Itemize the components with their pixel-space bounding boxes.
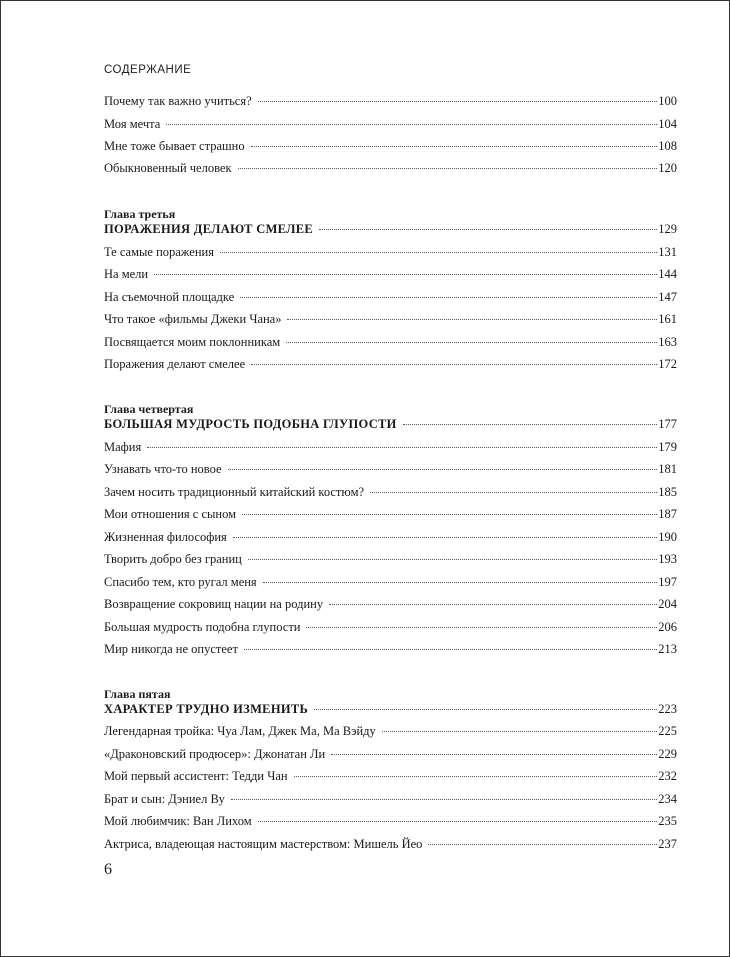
toc-entry-page: 177 — [658, 417, 677, 431]
toc-entry-page: 144 — [658, 267, 677, 281]
toc-entry-title: Мафия — [104, 440, 142, 454]
dot-leader — [166, 124, 657, 125]
dot-leader — [286, 342, 657, 343]
dot-leader — [244, 649, 657, 650]
toc-entry[interactable] — [104, 551, 677, 567]
toc-entry[interactable] — [104, 289, 677, 305]
toc-entry-title: Посвящается моим поклонникам — [104, 335, 281, 349]
toc-entry-page: 172 — [658, 357, 677, 371]
toc-entry-title: Мои отношения с сыном — [104, 507, 237, 521]
toc-entry-title: Обыкновенный человек — [104, 161, 232, 175]
toc-entry-page: 193 — [658, 552, 677, 566]
dot-leader — [314, 709, 657, 710]
toc-entry[interactable] — [104, 356, 677, 372]
dot-leader — [231, 799, 657, 800]
toc-entry-page: 204 — [658, 597, 677, 611]
toc-entry-title: Большая мудрость подобна глупости — [104, 620, 301, 634]
toc-entry-page: 161 — [658, 312, 677, 326]
chapter-heading[interactable] — [104, 221, 677, 237]
dot-leader — [382, 731, 657, 732]
chapter-heading[interactable] — [104, 701, 677, 717]
dot-leader — [251, 364, 657, 365]
toc-entry-title: Жизненная философия — [104, 530, 227, 544]
toc-entry-title: Легендарная тройка: Чуа Лам, Джек Ма, Ма Вэйду — [104, 724, 376, 738]
dot-leader — [263, 582, 658, 583]
toc-entry-page: 187 — [658, 507, 677, 521]
dot-leader — [403, 424, 658, 425]
chapter-label: Глава пятая — [104, 687, 171, 701]
contents-header: СОДЕРЖАНИЕ — [104, 64, 192, 76]
chapter-heading-title: ХАРАКТЕР ТРУДНО ИЗМЕНИТЬ — [104, 702, 309, 716]
toc-entry-title: Актриса, владеющая настоящим мастерством: Мишель Йео — [104, 837, 423, 851]
dot-leader — [240, 297, 657, 298]
toc-entry-title: Возвращение сокровищ нации на родину — [104, 597, 324, 611]
toc-entry-title: Моя мечта — [104, 117, 161, 131]
toc-entry-title: Спасибо тем, кто ругал меня — [104, 575, 257, 589]
dot-leader — [287, 319, 657, 320]
dot-leader — [154, 274, 657, 275]
toc-entry[interactable] — [104, 746, 677, 762]
dot-leader — [233, 537, 657, 538]
toc-entry-title: Мой первый ассистент: Тедди Чан — [104, 769, 288, 783]
toc-entry-page: 131 — [658, 245, 677, 259]
toc-entry-page: 104 — [658, 117, 677, 131]
toc-entry-title: Творить добро без границ — [104, 552, 242, 566]
toc-entry[interactable] — [104, 244, 677, 260]
toc-entry[interactable] — [104, 791, 677, 807]
toc-entry-title: Зачем носить традиционный китайский костюм? — [104, 485, 365, 499]
toc-entry-title: Мне тоже бывает страшно — [104, 139, 245, 153]
toc-entry-title: Мой любимчик: Ван Лихом — [104, 814, 252, 828]
chapter-label: Глава третья — [104, 207, 176, 221]
toc-entry-page: 206 — [658, 620, 677, 634]
dot-leader — [370, 492, 657, 493]
toc-entry-page: 147 — [658, 290, 677, 304]
toc-entry[interactable] — [104, 311, 677, 327]
toc-entry[interactable] — [104, 484, 677, 500]
toc-entry-page: 120 — [658, 161, 677, 175]
dot-leader — [220, 252, 657, 253]
toc-entry-page: 213 — [658, 642, 677, 656]
dot-leader — [319, 229, 657, 230]
toc-entry[interactable] — [104, 574, 677, 590]
toc-entry-page: 181 — [658, 462, 677, 476]
dot-leader — [147, 447, 657, 448]
dot-leader — [428, 844, 657, 845]
dot-leader — [331, 754, 657, 755]
chapter-heading-title: ПОРАЖЕНИЯ ДЕЛАЮТ СМЕЛЕЕ — [104, 222, 314, 236]
toc-entry[interactable] — [104, 768, 677, 784]
toc-entry-title: Почему так важно учиться? — [104, 94, 252, 108]
toc-entry-page: 232 — [658, 769, 677, 783]
toc-entry[interactable] — [104, 641, 677, 657]
dot-leader — [329, 604, 657, 605]
dot-leader — [258, 821, 658, 822]
toc-entry[interactable] — [104, 439, 677, 455]
toc-entry[interactable] — [104, 529, 677, 545]
page-number: 6 — [104, 861, 112, 878]
toc-entry-title: Мир никогда не опустеет — [104, 642, 238, 656]
toc-entry-title: Что такое «фильмы Джеки Чана» — [104, 312, 282, 326]
toc-entry-page: 108 — [658, 139, 677, 153]
toc-entry-title: «Драконовский продюсер»: Джонатан Ли — [104, 747, 326, 761]
toc-entry[interactable] — [104, 723, 677, 739]
toc-entry[interactable] — [104, 506, 677, 522]
toc-entry[interactable] — [104, 596, 677, 612]
dot-leader — [294, 776, 658, 777]
toc-entry-page: 100 — [658, 94, 677, 108]
toc-entry[interactable] — [104, 138, 677, 154]
toc-entry-title: Брат и сын: Дэниел Ву — [104, 792, 225, 806]
toc-entry[interactable] — [104, 461, 677, 477]
toc-entry-page: 185 — [658, 485, 677, 499]
chapter-heading-title: БОЛЬШАЯ МУДРОСТЬ ПОДОБНА ГЛУПОСТИ — [104, 417, 397, 431]
dot-leader — [248, 559, 657, 560]
toc-entry-page: 163 — [658, 335, 677, 349]
toc-entry[interactable] — [104, 160, 677, 176]
toc-entry-page: 190 — [658, 530, 677, 544]
toc-entry-page: 237 — [658, 837, 677, 851]
dot-leader — [306, 627, 657, 628]
toc-entry[interactable] — [104, 619, 677, 635]
toc-entry-page: 197 — [658, 575, 677, 589]
toc-entry-title: Те самые поражения — [104, 245, 214, 259]
toc-entry-title: Узнавать что-то новое — [104, 462, 222, 476]
toc-entry-title: Поражения делают смелее — [104, 357, 246, 371]
toc-entry[interactable] — [104, 116, 677, 132]
toc-entry[interactable] — [104, 813, 677, 829]
toc-entry[interactable] — [104, 334, 677, 350]
dot-leader — [258, 101, 658, 102]
chapter-heading[interactable] — [104, 416, 677, 432]
dot-leader — [228, 469, 658, 470]
toc-entry[interactable] — [104, 266, 677, 282]
dot-leader — [238, 168, 658, 169]
toc-entry-title: На мели — [104, 267, 149, 281]
toc-entry-page: 179 — [658, 440, 677, 454]
toc-entry-page: 129 — [658, 222, 677, 236]
chapter-label: Глава четвертая — [104, 402, 194, 416]
toc-entry-page: 225 — [658, 724, 677, 738]
toc-entry-title: На съемочной площадке — [104, 290, 235, 304]
toc-entry[interactable] — [104, 93, 677, 109]
dot-leader — [251, 146, 658, 147]
toc-entry[interactable] — [104, 836, 677, 852]
toc-entry-page: 234 — [658, 792, 677, 806]
toc-entry-page: 223 — [658, 702, 677, 716]
toc-entry-page: 235 — [658, 814, 677, 828]
toc-entry-page: 229 — [658, 747, 677, 761]
dot-leader — [242, 514, 657, 515]
